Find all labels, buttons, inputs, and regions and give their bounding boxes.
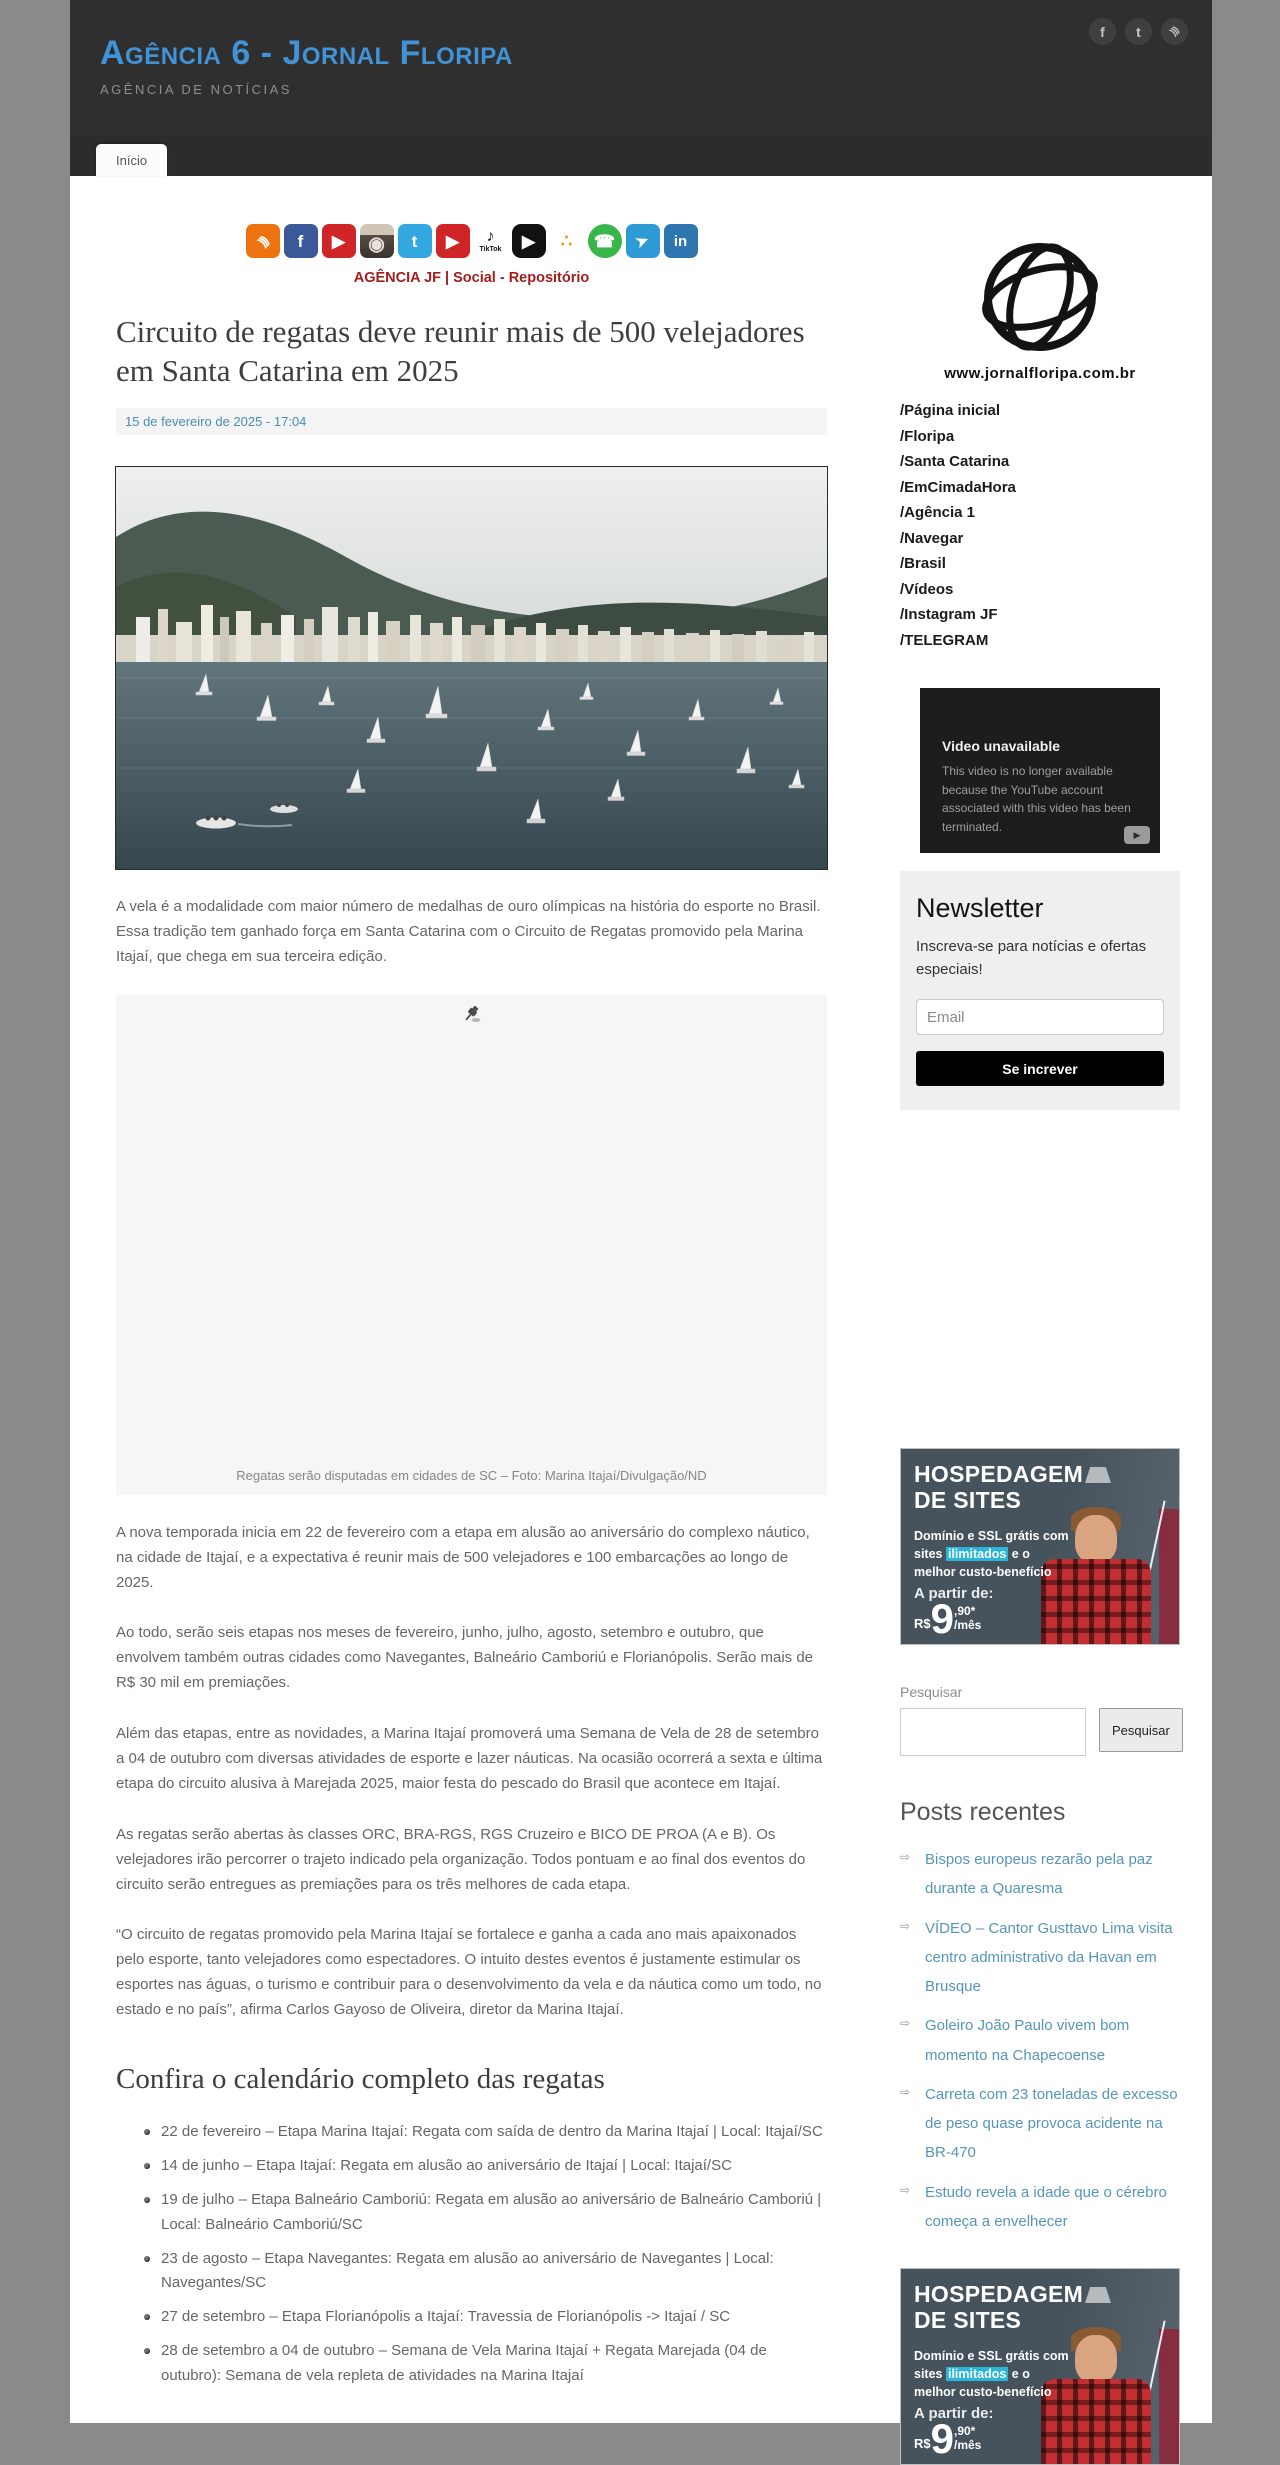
newsletter-widget (900, 871, 1180, 1110)
ad-from-label: A partir de: (914, 1585, 994, 1602)
ad-red-machine-decor (1159, 2329, 1180, 2465)
hosting-ad-banner[interactable] (900, 2268, 1180, 2465)
figure-caption: Regatas serão disputadas em cidades de SC – Foto: Marina Itajaí/Divulgação/ND (236, 1467, 707, 1483)
social-tile-icon[interactable]: ▶ (436, 224, 470, 258)
social-tile-icon[interactable]: ☎ (588, 224, 622, 258)
article-paragraph: A nova temporada inicia em 22 de fevereiro com a etapa em alusão ao aniversário do complexo náutico, na cidade de Itajaí, e a expectativa é reunir mais de 500 velejadores e 100 embarcações ao longo de 2025. (116, 1523, 810, 1591)
video-unavailable-title: Video unavailable (942, 738, 1061, 754)
header-social-icon[interactable]: ))) (1161, 18, 1188, 45)
article-title: Circuito de regatas deve reunir mais de 500 velejadores em Santa Catarina em 2025 (116, 314, 805, 389)
calendar-item: 23 de agosto – Etapa Navegantes: Regata em alusão ao aniversário de Navegantes | Local: Navegantes/SC (144, 2247, 827, 2297)
newsletter-title: Newsletter (916, 893, 1044, 923)
social-tile-icon[interactable]: f (284, 224, 318, 258)
social-tile-icon[interactable]: t (398, 224, 432, 258)
hosting-ad-banner[interactable] (900, 1448, 1180, 1645)
calendar-item: 14 de junho – Etapa Itajaí: Regata em alusão ao aniversário de Itajaí | Local: Itajaí/SC (144, 2154, 827, 2179)
newsletter-subscribe-button[interactable]: Se increver (916, 1051, 1164, 1086)
main-nav (70, 136, 1212, 176)
sidebar-link[interactable]: /EmCimadaHora (900, 478, 1016, 496)
ad-red-machine-decor (1159, 1509, 1180, 1645)
newsletter-text: Inscreva-se para notícias e ofertas especiais! (916, 938, 1147, 978)
recent-post-link[interactable]: ⇨ Estudo revela a idade que o cérebro começa a envelhecer (900, 2178, 1180, 2237)
main-column (116, 176, 827, 2465)
search-input[interactable] (900, 1708, 1086, 1756)
calendar-heading: Confira o calendário completo das regatas (116, 2063, 605, 2096)
ad-body-text: Domínio e SSL grátis com sites ilimitados e o melhor custo-benefício (914, 1529, 1069, 1580)
sidebar-link[interactable]: /Página inicial (900, 402, 1001, 419)
calendar-item: 22 de fevereiro – Etapa Marina Itajaí: Regata com saída de dentro da Marina Itajaí | Local: Itajaí/SC (144, 2120, 827, 2145)
article-paragraph: Além das etapas, entre as novidades, a Marina Itajaí promoverá uma Semana de Vela de 28 de setembro a 04 de outubro com diversas atividades de esporte e lazer náuticas. Na ocasião ocorrerá a sexta e última etapa do circuito alusiva à Marejada 2025, maior festa do pescado do Brasil que acontece em Itajaí. (116, 1725, 823, 1792)
ad-lamp-decor (1085, 2287, 1111, 2303)
article-paragraph: Ao todo, serão seis etapas nos meses de fevereiro, junho, julho, agosto, setembro e outubro, que envolvem também outras cidades como Navegantes, Balneário Camboriú e Florianópolis. Serão mais de R$ 30 mil em premiações. (116, 1624, 814, 1692)
article-paragraph: As regatas serão abertas às classes ORC, BRA-RGS, RGS Cruzeiro e BICO DE PROA (A e B). Os velejadores irão percorrer o trajeto indicado pela organização. Todos pontuam e ao final dos eventos do circuito serão entregues as premiações para os três melhores de cada etapa. (116, 1825, 806, 1893)
sidebar-links (900, 398, 1180, 653)
newsletter-email-input[interactable] (916, 999, 1164, 1035)
youtube-embed[interactable] (920, 688, 1160, 853)
social-tile-icon[interactable]: ))) (246, 224, 280, 258)
social-tile-icon[interactable]: ▶ (512, 224, 546, 258)
ad-lamp-decor (1085, 1467, 1111, 1483)
search-widget (900, 1708, 1180, 1756)
calendar-item: 19 de julho – Etapa Balneário Camboriú: Regata em alusão ao aniversário de Balneário Camboriú | Local: Balneário Camboriú/SC (144, 2188, 827, 2238)
calendar-list (116, 2120, 827, 2389)
recent-post-link[interactable]: ⇨ Carreta com 23 toneladas de excesso de peso quase provoca acidente na BR-470 (900, 2080, 1180, 2168)
article-hero-image (116, 467, 827, 869)
jornalfloripa-logo[interactable] (900, 240, 1180, 382)
calendar-item: 27 de setembro – Etapa Florianópolis a Itajaí: Travessia de Florianópolis -> Itajaí / SC (144, 2305, 827, 2330)
sidebar-link[interactable]: /TELEGRAM (900, 631, 989, 649)
article-figure (116, 995, 827, 1495)
search-label: Pesquisar (900, 1684, 963, 1700)
article-paragraph: “O circuito de regatas promovido pela Marina Itajaí se fortalece e ganha a cada ano mais apaixonados pelo esporte, tanto velejadores como espectadores. O intuito destes eventos é justamente estimular os esportes nas águas, o turismo e contribuir para o desenvolvimento da vela e da náutica como um todo, no estado e no país”, afirma Carlos Gayoso de Oliveira, diretor da Marina Itajaí. (116, 1926, 822, 2019)
header-social-icon[interactable]: t (1125, 18, 1152, 45)
recent-posts-list (900, 1845, 1180, 2236)
social-tile-icon[interactable]: ◉ (360, 224, 394, 258)
broken-image-pin-icon (459, 1003, 481, 1025)
calendar-item: 28 de setembro a 04 de outubro – Semana de Vela Marina Itajaí + Regata Marejada (04 de outubro): Semana de vela repleta de atividades na Marina Itajaí (144, 2339, 827, 2389)
site-title: Agência 6 - Jornal Floripa (100, 34, 513, 72)
social-repository-link[interactable]: AGÊNCIA JF | Social - Repositório (353, 270, 590, 286)
header-social-icon[interactable]: f (1089, 18, 1116, 45)
page-container (70, 0, 1212, 2462)
social-tile-icon[interactable]: ➤ (626, 224, 660, 258)
recent-posts-title: Posts recentes (900, 1798, 1066, 1826)
search-button[interactable]: Pesquisar (1099, 1708, 1183, 1752)
sidebar-link[interactable]: /Instagram JF (900, 606, 998, 623)
sidebar-link[interactable]: /Santa Catarina (900, 453, 1010, 470)
sidebar-link[interactable]: /Vídeos (900, 580, 954, 598)
ad-body-text: Domínio e SSL grátis com sites ilimitados e o melhor custo-benefício (914, 2349, 1069, 2400)
globe-sketch-icon (960, 240, 1120, 358)
recent-post-link[interactable]: ⇨ VÍDEO – Cantor Gusttavo Lima visita centro administrativo da Havan em Brusque (900, 1914, 1180, 2002)
ad-headline: HOSPEDAGEM DE SITES (914, 2281, 1084, 2334)
sidebar-link[interactable]: /Floripa (900, 427, 955, 445)
sidebar-link[interactable]: /Navegar (900, 529, 964, 547)
ad-headline: HOSPEDAGEM DE SITES (914, 1461, 1084, 1514)
sidebar (900, 176, 1180, 2465)
nav-tab-inicio[interactable]: Início (96, 144, 167, 176)
ad-price: R$ 9 ,90* /mês (914, 1595, 982, 1642)
ad-person-face (1075, 2335, 1117, 2383)
content-area (70, 176, 1212, 2465)
social-icons-row (116, 224, 827, 258)
video-unavailable-message: This video is no longer available because the YouTube account associated with this video has been terminated. (942, 764, 1131, 834)
article-date: 15 de fevereiro de 2025 - 17:04 (116, 408, 827, 435)
ad-person-face (1075, 1515, 1117, 1563)
social-tile-icon[interactable]: ▶ (322, 224, 356, 258)
header-social-icons (1089, 18, 1188, 45)
recent-post-link[interactable]: ⇨ Bispos europeus rezarão pela paz durante a Quaresma (900, 1845, 1180, 1904)
youtube-logo-icon[interactable]: ▶ (1124, 826, 1150, 844)
social-tile-icon[interactable]: in (664, 224, 698, 258)
social-tile-icon[interactable]: ∴ (550, 224, 584, 258)
site-tagline: AGÊNCIA DE NOTÍCIAS (100, 82, 292, 97)
article-paragraph: A vela é a modalidade com maior número de medalhas de ouro olímpicas na história do esporte no Brasil. Essa tradição tem ganhado força em Santa Catarina com o Circuito de Regatas promovido pela Marina Itajaí, que chega em sua terceira edição. (116, 898, 821, 965)
ad-price: R$ 9 ,90* /mês (914, 2415, 982, 2462)
sidebar-link[interactable]: /Brasil (900, 555, 946, 572)
site-header (70, 0, 1212, 136)
sidebar-link[interactable]: /Agência 1 (900, 504, 976, 521)
logo-url-text: www.jornalfloripa.com.br (944, 365, 1136, 382)
recent-post-link[interactable]: ⇨ Goleiro João Paulo vivem bom momento na Chapecoense (900, 2011, 1180, 2070)
social-tile-icon[interactable]: ♪ TikTok (474, 224, 508, 258)
ad-from-label: A partir de: (914, 2405, 994, 2422)
